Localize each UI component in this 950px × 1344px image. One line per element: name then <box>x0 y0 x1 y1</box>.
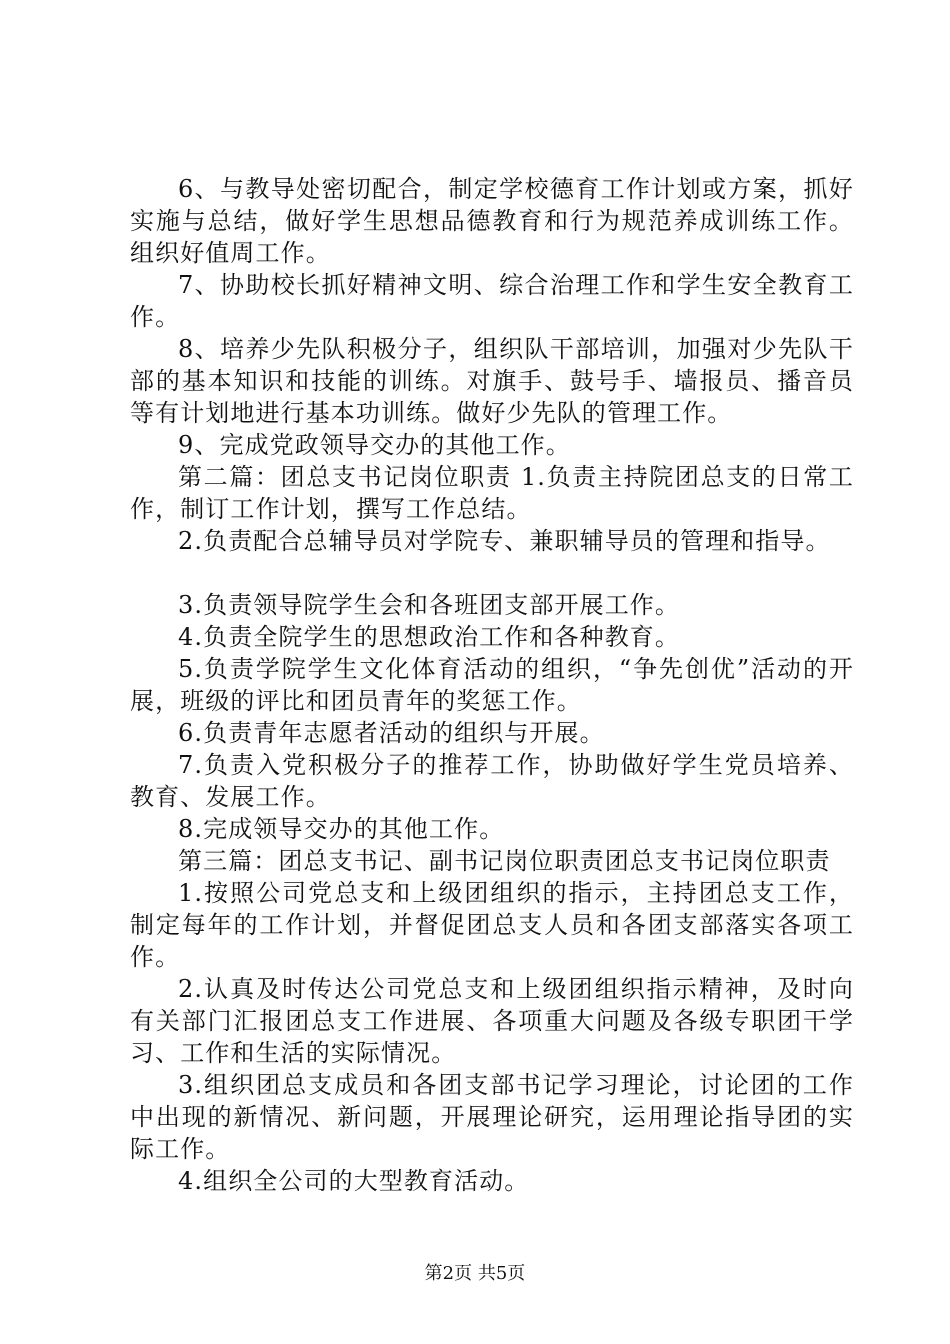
paragraph-16: 3.组织团总支成员和各团支部书记学习理论，讨论团的工作中出现的新情况、新问题，开展理论研究，运用理论指导团的实际工作。 <box>130 1071 854 1163</box>
paragraph-12: 8.完成领导交办的其他工作。 <box>178 815 505 843</box>
paragraph-2: 7、协助校长抓好精神文明、综合治理工作和学生安全教育工作。 <box>130 271 854 331</box>
paragraph-10: 6.负责青年志愿者活动的组织与开展。 <box>178 719 605 747</box>
paragraph-11: 7.负责入党积极分子的推荐工作，协助做好学生党员培养、教育、发展工作。 <box>130 751 854 811</box>
paragraph-1: 6、与教导处密切配合，制定学校德育工作计划或方案，抓好实施与总结，做好学生思想品德教育和行为规范养成训练工作。组织好值周工作。 <box>130 175 854 267</box>
section-two-heading: 第二篇：团总支书记岗位职责 1.负责主持院团总支的日常工作，制订工作计划，撰写工作总结。 <box>130 463 854 523</box>
paragraph-8: 4.负责全院学生的思想政治工作和各种教育。 <box>178 623 680 651</box>
document-body <box>130 173 854 1197</box>
paragraph-4: 9、完成党政领导交办的其他工作。 <box>178 431 571 459</box>
paragraph-14: 1.按照公司党总支和上级团组织的指示，主持团总支工作，制定每年的工作计划，并督促团总支人员和各团支部落实各项工作。 <box>130 879 854 971</box>
paragraph-6: 2.负责配合总辅导员对学院专、兼职辅导员的管理和指导。 <box>178 527 831 555</box>
page-number-footer: 第2页 共5页 <box>424 1263 526 1284</box>
paragraph-7: 3.负责领导院学生会和各班团支部开展工作。 <box>178 591 680 619</box>
paragraph-17: 4.组织全公司的大型教育活动。 <box>178 1167 530 1195</box>
section-three-heading: 第三篇：团总支书记、副书记岗位职责团总支书记岗位职责 <box>178 847 831 875</box>
paragraph-9: 5.负责学院学生文化体育活动的组织，“争先创优”活动的开展，班级的评比和团员青年的奖惩工作。 <box>130 655 854 715</box>
paragraph-15: 2.认真及时传达公司党总支和上级团组织指示精神，及时向有关部门汇报团总支工作进展、各项重大问题及各级专职团干学习、工作和生活的实际情况。 <box>130 975 854 1067</box>
paragraph-3: 8、培养少先队积极分子，组织队干部培训，加强对少先队干部的基本知识和技能的训练。对旗手、鼓号手、墙报员、播音员等有计划地进行基本功训练。做好少先队的管理工作。 <box>130 335 854 427</box>
